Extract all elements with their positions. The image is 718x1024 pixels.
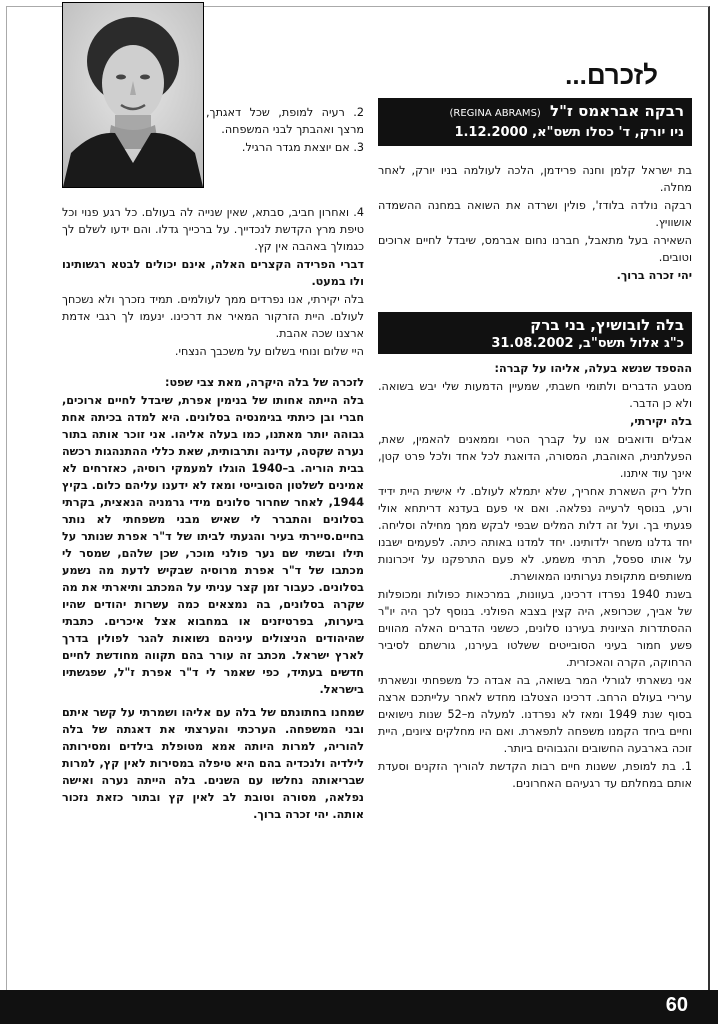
entry1-paragraph: בת ישראל קלמן וחנה פרידמן, הלכה לעולמה בניו יורק, לאחר מחלה. bbox=[378, 164, 692, 194]
page-footer bbox=[0, 990, 718, 1024]
entry1-latin-name: (REGINA ABRAMS) bbox=[449, 108, 541, 119]
portrait-image bbox=[63, 3, 203, 187]
tribute-paragraph: בלה הייתה אחותו של בנימין אפרת, שיבדל לחיים ארוכים, חברי ובן כיתתי בגימנסיה בסלונים. היא למדה בכיתה אחת גבוהה יותר מאתנו, כמו בעלה אליהו. אני זוכר אותה בתור נערה שקטה, עדינה ותרבותית, שאת כללי ההתנהגות רכשה בבית הוריה. ב–1940 הוגלו למעמקי רוסיה, כאזרחים לא אמינים לשלטון הסובייטי ומאז לא ידענו עליהם כלום. בקיץ 1944, לאחר שחרור סלונים מידי גרמניה הנאצית, בקרתי בסלונים והתברר לי שאיש מבני משפחתי לא נותר בחיים.סיירתי בעיר והגעתי לביתו של ד"ר אפרת שנותר על תילו ובשתי שם נער פולני מוכר, שכן שלהם, שמסר לי מכתבו של ד"ר אפרת מרוסיה שבקיש לדעת מה נשמע בסלונים. כעבור זמן קצר עניתי על המכתב ותיארתי את מה שקרה בסלונים, בה נמצאים כמה עשרות יהודים שהיו ביערות, בפרטיזנים או במחבוא אצל איכרים. כתבתי שהיהודים הניצולים עיניהם נשואות להגר לפולין בדרך לארץ ישראל. מכתב זה עורר בהם תקווה מחודשת לחיים חדשים בעתיד, כפי שאמר לי ד"ר אפרת ז"ל, שפגשתיו בישראל. bbox=[62, 394, 365, 696]
tribute-paragraph: שמחנו בחתונתם של בלה עם אליהו ושמרתי על קשר איתם ובני המשפחה. הערכתי והערצתי את דאגתה של בלה להוריה, למרות היותה אמא מטופלת בילדים ומסירותה לילדיה ולנכדיה בהם היא טיפלה במסירות לאין קץ, למרות שבריאותה נחלשו עם השנים. בלה הייתה נערה ואישה נפלאה, מסורה וטובת לב לאין קץ ובתור כזאת נזכור אותה. יהי זכרה ברוך. bbox=[62, 706, 364, 821]
continuation-item4: 4. ואחרון חביב, סבתא, שאין שנייה לה בעולם. כל רגע פנוי וכל טיפת מרץ הקדשת לנכדייך. על ברכייך גדלו. והם ידעו לשלם לך כגמולך באהבה אין קץ. bbox=[62, 206, 364, 253]
continuation-item: 2. רעיה למופת, שכל דאגתך, מרצך ואהבתך לבני המשפחה. bbox=[206, 106, 364, 136]
entry2-body bbox=[378, 360, 692, 793]
eulogy-heading: ההספד שנשא בעלה, אליהו על קברה: bbox=[494, 362, 692, 375]
entry1-body bbox=[378, 162, 692, 285]
eulogy-paragraph: אני נשארתי לגורלי המר בשואה, בה אבדה כל משפחתי ונשארתי ערירי בעולם הרחב. דרכינו הצטלבו מחדש לאחר עלייתכם ארצה בסוף שנת 1949 ומאז לא נפרדנו. למעלה מ–52 שנות נישואים וחיים ביחד הקמנו משפחה לתפארת. ואם היו מחלקים ציונים, היית זוכה בארבעה החשובים והגבוהים ביותר. bbox=[378, 674, 692, 755]
eulogy-paragraph: אבלים ודואבים אנו על קברך הטרי וממאנים להאמין, שאת, הפעלתנית, האוהבת, המסורה, הדואגת לכל אחד ולכל פרט קטן, אינך עוד איתנו. bbox=[378, 433, 692, 480]
entry1-name: רבקה אבראמס ז"ל bbox=[550, 102, 684, 120]
continuation-item4-bold: דברי הפרידה הקצרים האלה, אינם יכולים לבטא רגשותינו ולו במעט. bbox=[62, 258, 364, 288]
entry1-date: ניו יורק, ד' כסלו תשס"א, 1.12.2000 bbox=[454, 125, 684, 140]
tribute-heading: לזכרה של בלה היקרה, מאת צבי שפט: bbox=[164, 376, 364, 389]
eulogy-paragraph: 1. בת למופת, ששנות חיים רבות הקדשת להוריך הזקנים וסעדת אותם במחלתם עד רגעיהם האחרונים. bbox=[378, 760, 692, 790]
entry2-name: בלה לובושיץ, בני ברק bbox=[530, 316, 684, 334]
continuation-item: 3. אם יוצאת מגדר הרגיל. bbox=[241, 141, 364, 154]
section-title: לזכרם... bbox=[565, 60, 658, 90]
eulogy-paragraph: בשנת 1940 נפרדו דרכינו, בעוונות, במרכאות כפולות ומכופלות של אביך, שכרופא, היה קצין בצבא הפולני. בנוסף לכך היה יו"ר ההסתדרות הציונית בעירנו סלונים, כששני הדברים האלה מהווים פשע חמור בעיני הסובייטים ששלטו בעירנו, גורשתם לסיביר הרחוקה, הקרה והאכזרית. bbox=[378, 588, 692, 669]
entry1-paragraph: רבקה נולדה בלודז', פולין ושרדה את השואה במחנה ההשמדה אושוויץ. bbox=[378, 199, 692, 229]
entry1-paragraph: השאירה בעל מתאבל, חברנו נחום אברמס, שיבדל לחיים ארוכים וטובים. bbox=[378, 234, 692, 264]
entry1-header bbox=[378, 98, 692, 146]
continuation-paragraph: בלה יקירתי, אנו נפרדים ממך לעולמים. תמיד נזכרך ולא נשכחך לעולם. היית הזרקור המאיר את דרכינו. ינעמו לך רגבי אדמת ארצנו שכה אהבת. bbox=[62, 293, 364, 340]
continuation-paragraph: היי שלום ונוחי בשלום על משכבך הנצחי. bbox=[174, 345, 364, 358]
page-number: 60 bbox=[665, 994, 688, 1016]
continuation-top bbox=[206, 104, 364, 157]
continuation-body bbox=[62, 204, 364, 824]
eulogy-salutation: בלה יקירתי, bbox=[630, 415, 692, 428]
entry1-closing: יהי זכרה ברוך. bbox=[616, 269, 692, 282]
entry1-name-line bbox=[386, 101, 684, 124]
portrait-photo bbox=[62, 2, 204, 188]
entry2-date: כ"ג אלול תשס"ב, 31.08.2002 bbox=[491, 336, 684, 351]
eulogy-intro: מטבע הדברים ולתומי חשבתי, שמעיין הדמעות שלי יבש בשואה. ולא כן הדבר. bbox=[378, 380, 692, 410]
entry2-header bbox=[378, 312, 692, 354]
eulogy-paragraph: חלל ריק השארת אחריך, שלא יתמלא לעולם. לי אישית היית ידיד ורע, בנוסף לרעייה נפלאה. ואם אי פעם בעדנא דריתחא אולי פגעתי בך. ועל זה דלות המלים שבפי לבקש ממך מחילה וסליחה. יחד גדלנו משחר ילדותינו. יחד למדנו באותה כיתה. לפעמים ישבנו על אותו ספסל, תרתי משמע. לא פעם התרפקנו על זיכרונות משותפים מתקופת נערותינו המאושרת. bbox=[378, 485, 692, 583]
